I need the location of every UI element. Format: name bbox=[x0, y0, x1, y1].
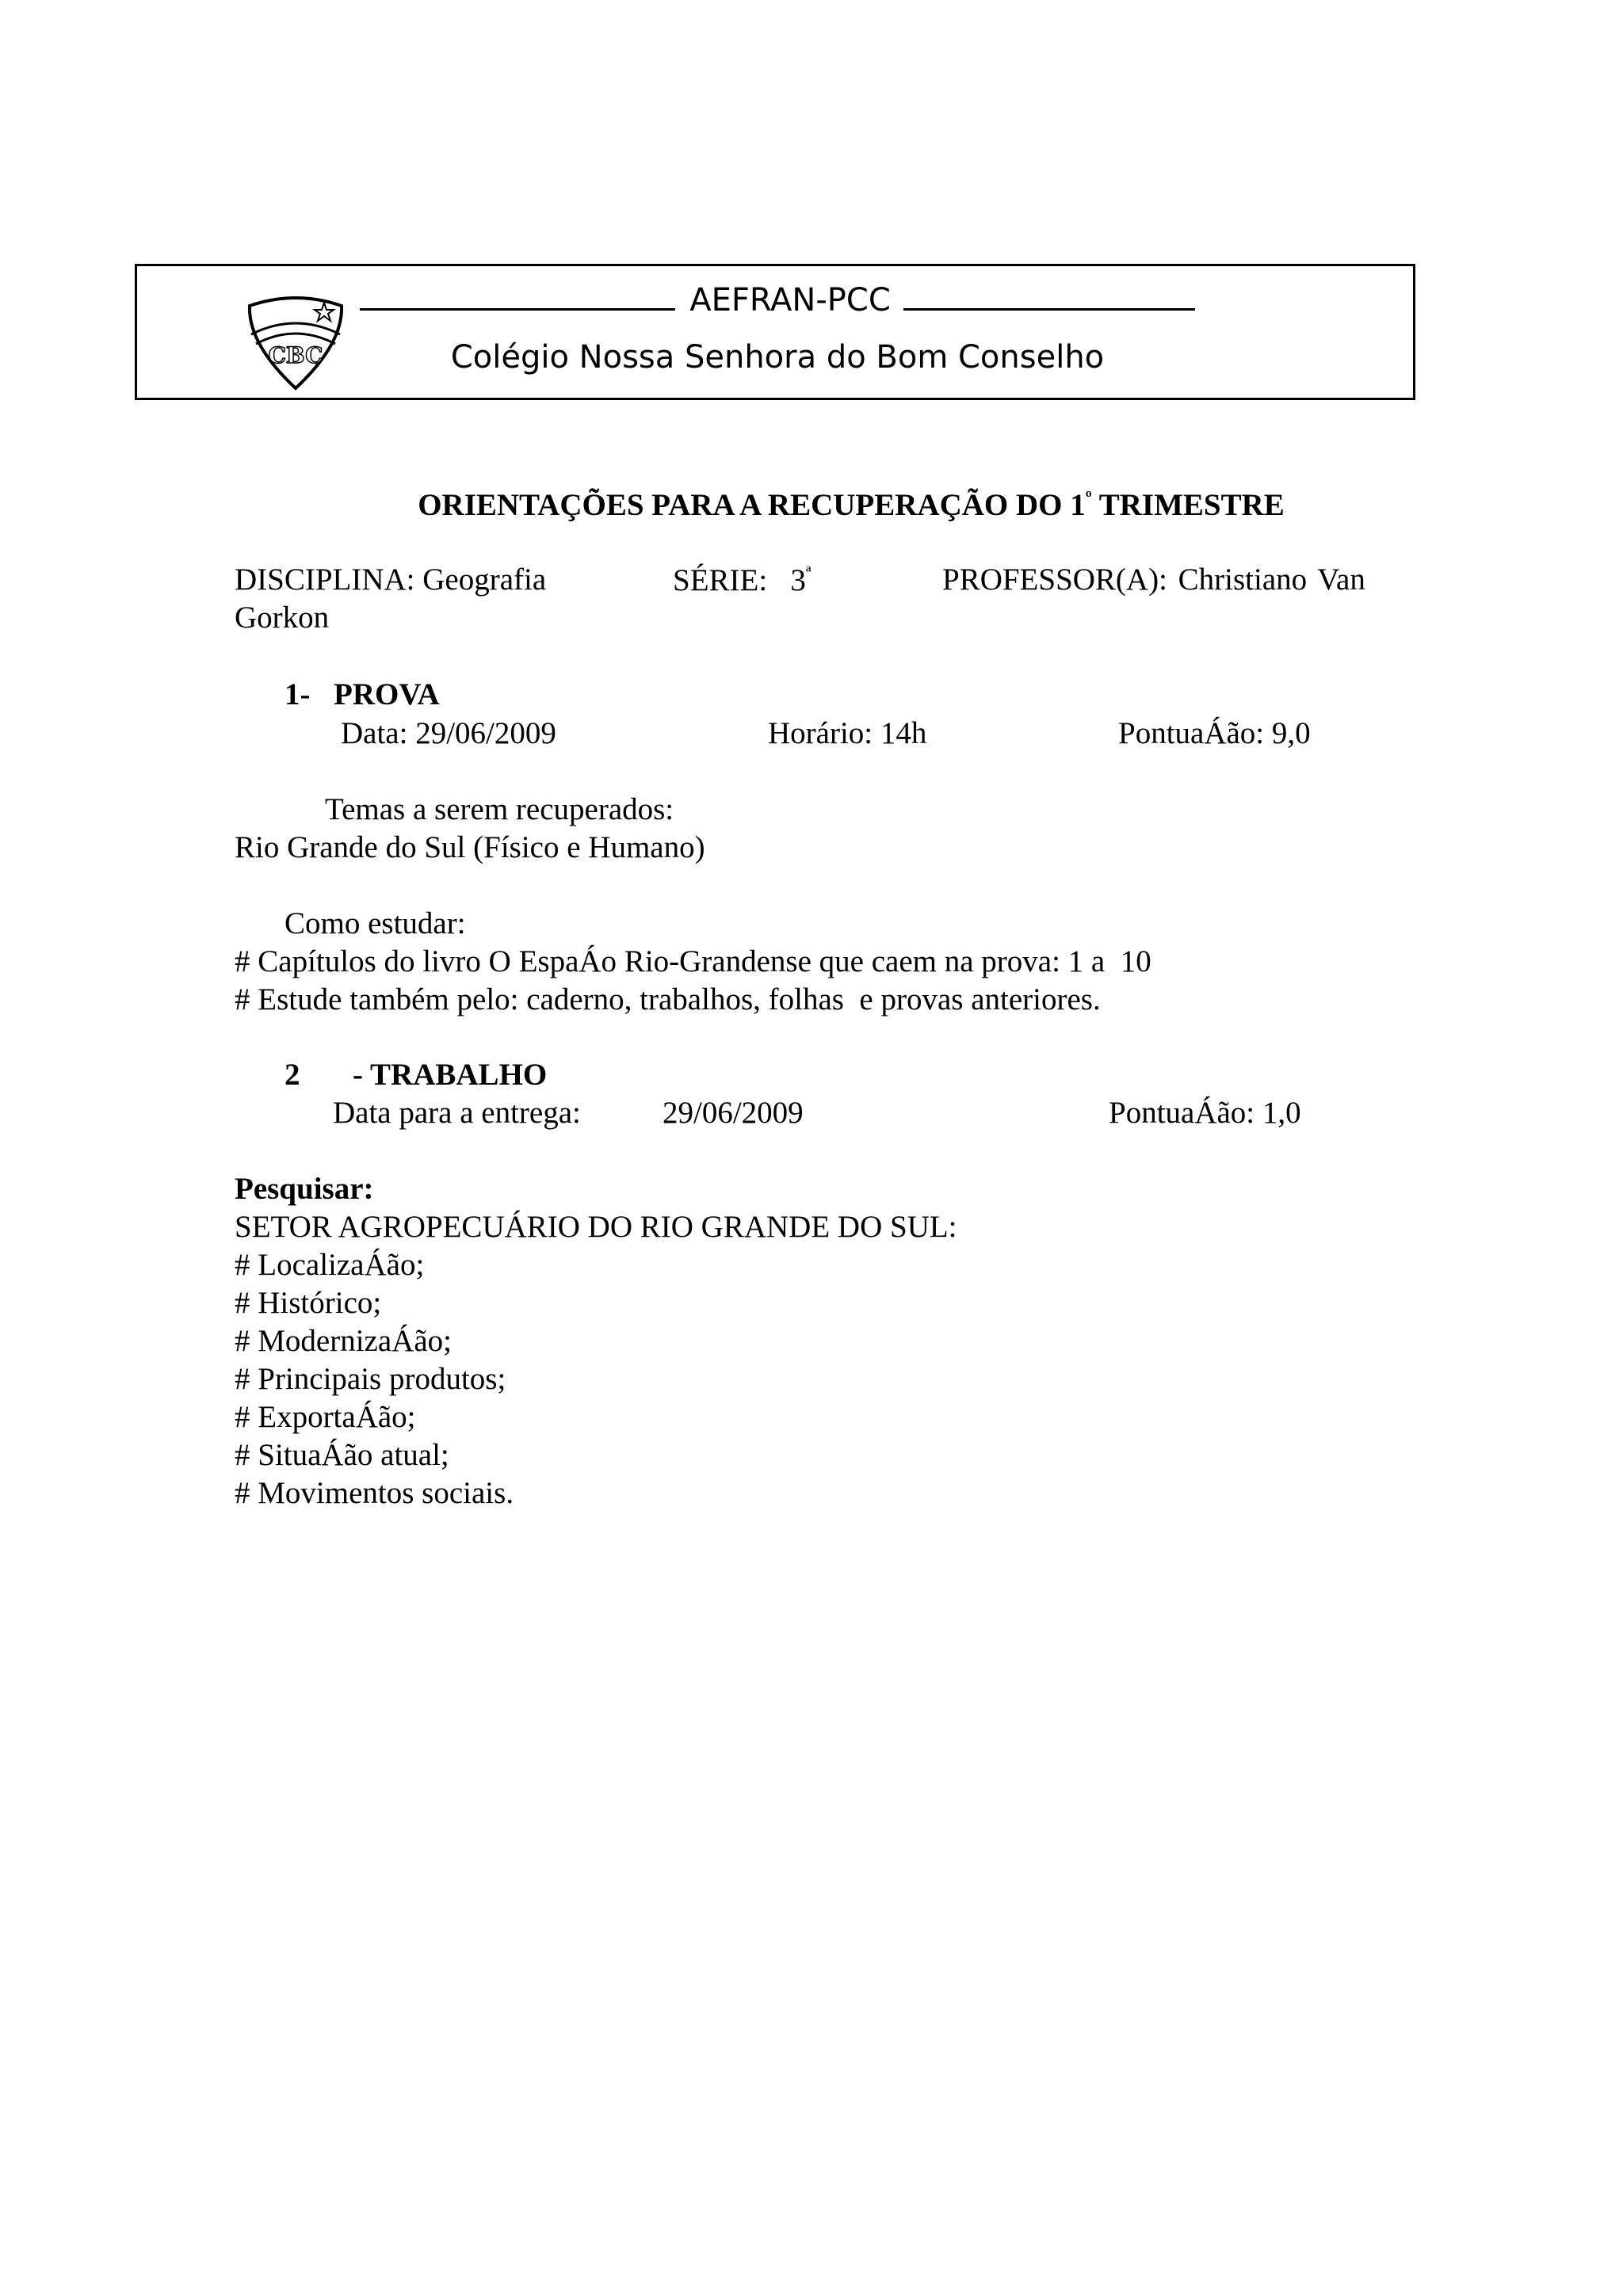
serie-ordinal: ª bbox=[805, 563, 812, 584]
entrega-value: 29/06/2009 bbox=[663, 1096, 804, 1130]
prova-horario: Horário: 14h bbox=[768, 716, 927, 750]
pesquisar-label: Pesquisar: bbox=[235, 1172, 374, 1206]
prova-heading-number: 1- bbox=[285, 677, 311, 711]
prova-heading: PROVA bbox=[334, 677, 440, 711]
trabalho-heading: - TRABALHO bbox=[353, 1058, 548, 1092]
setor-heading: SETOR AGROPECUÁRIO DO RIO GRANDE DO SUL: bbox=[235, 1210, 957, 1244]
pesquisa-item: # ModernizaÁão; bbox=[235, 1324, 452, 1358]
serie-value: 3 bbox=[790, 563, 806, 597]
header-rule-left bbox=[360, 308, 675, 311]
title-ordinal: º bbox=[1085, 488, 1092, 509]
title-tail: TRIMESTRE bbox=[1091, 488, 1285, 522]
como-item: # Capítulos do livro O EspaÁo Rio-Grandense que caem na prova: 1 a 10 bbox=[235, 944, 1151, 978]
header-school: Colégio Nossa Senhora do Bom Conselho bbox=[450, 339, 1105, 376]
pesquisa-item: # Histórico; bbox=[235, 1286, 382, 1320]
pesquisa-item: # Principais produtos; bbox=[235, 1362, 506, 1396]
title-text: ORIENTAÇÕES PARA A RECUPERAÇÃO DO 1 bbox=[418, 488, 1086, 522]
logo-text: CBC bbox=[268, 342, 323, 368]
temas-value: Rio Grande do Sul (Físico e Humano) bbox=[235, 830, 705, 864]
trabalho-heading-number: 2 bbox=[285, 1058, 300, 1092]
header-box bbox=[135, 264, 1415, 400]
trabalho-pontuacao: PontuaÁão: 1,0 bbox=[1109, 1096, 1301, 1130]
serie-label: SÉRIE: bbox=[673, 563, 768, 597]
como-estudar-label: Como estudar: bbox=[285, 906, 466, 940]
entrega-label: Data para a entrega: bbox=[333, 1096, 581, 1130]
pesquisa-item: # ExportaÁão; bbox=[235, 1400, 416, 1434]
professor-field: PROFESSOR(A): Christiano Van bbox=[942, 563, 1365, 597]
serie-field bbox=[673, 564, 812, 596]
professor-continuation: Gorkon bbox=[235, 601, 330, 635]
document-title bbox=[0, 489, 1623, 521]
temas-label: Temas a serem recuperados: bbox=[325, 792, 674, 826]
header-rule-right bbox=[903, 308, 1195, 311]
prova-data: Data: 29/06/2009 bbox=[341, 716, 556, 750]
como-item: # Estude também pelo: caderno, trabalhos, folhas e provas anteriores. bbox=[235, 982, 1101, 1016]
pesquisa-item: # SituaÁão atual; bbox=[235, 1438, 449, 1472]
pesquisa-item: # LocalizaÁão; bbox=[235, 1248, 425, 1282]
prova-pontuacao: PontuaÁão: 9,0 bbox=[1118, 716, 1311, 750]
disciplina-field: DISCIPLINA: Geografia bbox=[235, 563, 547, 597]
pesquisa-item: # Movimentos sociais. bbox=[235, 1476, 514, 1510]
header-org: AEFRAN-PCC bbox=[689, 282, 891, 318]
header-org-line bbox=[137, 282, 1418, 318]
